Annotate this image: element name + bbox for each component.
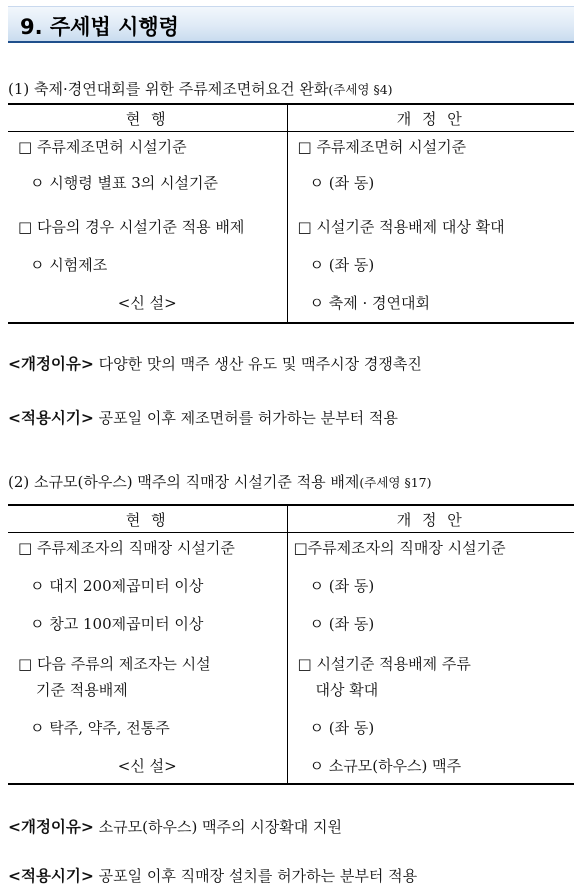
current-item: ㅇ 창고 100제곱미터 이상 (30, 615, 204, 633)
section1-timing (8, 406, 398, 428)
reason-text: 다양한 맛의 맥주 생산 유도 및 맥주시장 경쟁촉진 (98, 355, 422, 373)
page-title: 9. 주세법 시행령 (20, 15, 179, 39)
col-header-revised: 개 정 안 (287, 505, 574, 533)
revised-item: ㅇ 축제 · 경연대회 (309, 294, 431, 312)
section1-title-text: (1) 축제·경연대회를 위한 주류제조면허요건 완화 (8, 80, 329, 98)
current-item: <신 설> (117, 294, 177, 312)
revised-item: □ 시설기준 적용배제 주류 (297, 655, 471, 673)
section2-timing (8, 864, 417, 886)
revised-column (287, 533, 574, 785)
current-column (8, 533, 287, 785)
col-header-current: 현 행 (8, 104, 287, 132)
section-header-bar (8, 6, 574, 43)
current-column (8, 132, 287, 324)
revised-item: □주류제조자의 직매장 시설기준 (293, 539, 506, 557)
current-item: ㅇ 탁주, 약주, 전통주 (30, 719, 170, 737)
col-header-revised: 개 정 안 (287, 104, 574, 132)
reason-label: <개정이유> (8, 355, 94, 373)
section2-title (8, 471, 431, 492)
revised-item: □ 주류제조면허 시설기준 (297, 138, 467, 156)
current-item: □ 다음의 경우 시설기준 적용 배제 (18, 218, 245, 236)
current-item: ㅇ 시험제조 (30, 256, 108, 274)
current-item: ㅇ 대지 200제곱미터 이상 (30, 577, 204, 595)
reason-text: 소규모(하우스) 맥주의 시장확대 지원 (98, 818, 343, 836)
section2-title-text: (2) 소규모(하우스) 맥주의 직매장 시설기준 적용 배제 (8, 473, 360, 491)
revised-item: □ 시설기준 적용배제 대상 확대 (297, 218, 505, 236)
revised-item: ㅇ 소규모(하우스) 맥주 (309, 757, 462, 775)
timing-label: <적용시기> (8, 409, 94, 427)
revised-item: ㅇ (좌 동) (309, 577, 375, 595)
revised-item: ㅇ (좌 동) (309, 719, 375, 737)
section2-reason (8, 815, 342, 837)
current-item: <신 설> (117, 757, 177, 775)
current-item: □ 주류제조면허 시설기준 (18, 138, 187, 156)
section2-ref: (주세영 §17) (359, 475, 432, 490)
section1-comparison-table (8, 103, 574, 324)
section2-comparison-table (8, 504, 574, 785)
current-item: □ 다음 주류의 제조자는 시설 (18, 655, 211, 673)
section1-title (8, 78, 393, 99)
section1-ref: (주세영 §4) (328, 82, 393, 97)
current-item: 기준 적용배제 (36, 681, 128, 699)
timing-text: 공포일 이후 직매장 설치를 허가하는 분부터 적용 (98, 867, 418, 885)
timing-text: 공포일 이후 제조면허를 허가하는 분부터 적용 (98, 409, 398, 427)
current-item: ㅇ 시행령 별표 3의 시설기준 (30, 174, 219, 192)
revised-item: ㅇ (좌 동) (309, 615, 375, 633)
revised-column (287, 132, 574, 324)
reason-label: <개정이유> (8, 818, 94, 836)
revised-item: ㅇ (좌 동) (309, 174, 375, 192)
section1-reason (8, 352, 422, 374)
col-header-current: 현 행 (8, 505, 287, 533)
revised-item: ㅇ (좌 동) (309, 256, 375, 274)
current-item: □ 주류제조자의 직매장 시설기준 (18, 539, 235, 557)
timing-label: <적용시기> (8, 867, 94, 885)
revised-item: 대상 확대 (315, 681, 379, 699)
